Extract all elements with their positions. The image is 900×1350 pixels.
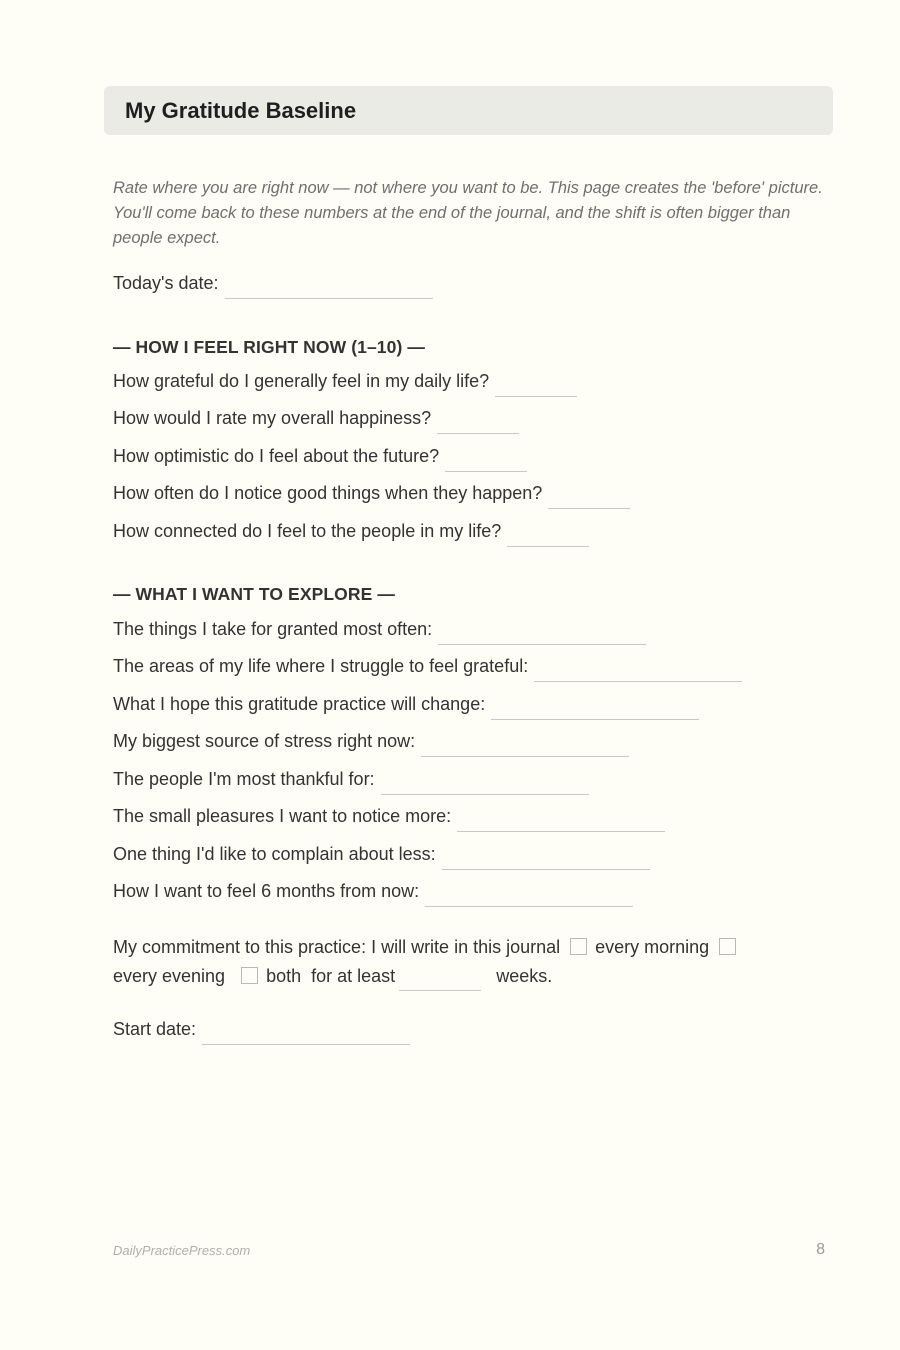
page-title: My Gratitude Baseline — [125, 97, 357, 123]
feel-rating-field[interactable] — [445, 451, 527, 472]
both-checkbox[interactable] — [241, 967, 258, 984]
feel-rating-field[interactable] — [507, 526, 589, 547]
explore-question-label: The people I'm most thankful for: — [113, 769, 375, 789]
weeks-label: weeks. — [496, 966, 553, 986]
explore-question-row — [113, 805, 665, 827]
todays-date-row — [113, 272, 433, 294]
explore-answer-field[interactable] — [442, 849, 650, 870]
evening-checkbox[interactable] — [719, 938, 736, 955]
explore-answer-field[interactable] — [491, 699, 699, 720]
explore-question-row — [113, 730, 629, 752]
explore-question-row — [113, 618, 646, 640]
explore-question-label: What I hope this gratitude practice will change: — [113, 694, 486, 714]
option-evening-label: every evening — [113, 966, 226, 986]
commitment-lead: My commitment to this practice: I will write in this journal — [113, 937, 561, 957]
feel-question-label: How optimistic do I feel about the future? — [113, 446, 440, 466]
explore-question-row — [113, 693, 699, 715]
explore-question-label: The things I take for granted most often: — [113, 619, 433, 639]
explore-answer-field[interactable] — [381, 774, 589, 795]
feel-question-row — [113, 370, 577, 392]
feel-question-label: How would I rate my overall happiness? — [113, 408, 432, 428]
explore-question-row — [113, 843, 650, 865]
feel-rating-field[interactable] — [495, 376, 577, 397]
feel-question-label: How grateful do I generally feel in my daily life? — [113, 371, 490, 391]
section-heading-explore: — WHAT I WANT TO EXPLORE — — [113, 584, 395, 604]
explore-question-label: The small pleasures I want to notice more: — [113, 806, 452, 826]
feel-rating-field[interactable] — [437, 413, 519, 434]
explore-answer-field[interactable] — [438, 624, 646, 645]
feel-rating-field[interactable] — [548, 488, 630, 509]
explore-question-label: My biggest source of stress right now: — [113, 731, 416, 751]
intro-text: Rate where you are right now — not where you want to be. This page creates the 'before' picture. You'll come back to these numbers at the end of the journal, and the shift is often bigger than people expect. — [113, 179, 823, 247]
title-bar — [104, 86, 833, 135]
weeks-count-field[interactable] — [399, 970, 481, 991]
commitment-block — [113, 933, 825, 991]
todays-date-field[interactable] — [225, 278, 433, 299]
explore-question-row — [113, 880, 633, 902]
page-number: 8 — [816, 1241, 825, 1258]
option-both-label: both — [266, 966, 302, 986]
todays-date-label: Today's date: — [113, 273, 219, 293]
feel-question-label: How connected do I feel to the people in my life? — [113, 521, 502, 541]
explore-answer-field[interactable] — [457, 811, 665, 832]
explore-answer-field[interactable] — [534, 661, 742, 682]
section-heading-feel: — HOW I FEEL RIGHT NOW (1–10) — — [113, 337, 425, 357]
start-date-field[interactable] — [202, 1024, 410, 1045]
feel-question-row — [113, 520, 589, 542]
explore-answer-field[interactable] — [421, 736, 629, 757]
start-date-label: Start date: — [113, 1019, 197, 1039]
explore-question-row — [113, 768, 589, 790]
feel-question-row — [113, 445, 527, 467]
feel-question-row — [113, 407, 519, 429]
explore-question-label: The areas of my life where I struggle to feel grateful: — [113, 656, 529, 676]
for-at-least-label: for at least — [311, 966, 396, 986]
footer-site: DailyPracticePress.com — [113, 1243, 251, 1258]
explore-question-label: One thing I'd like to complain about less: — [113, 844, 436, 864]
option-morning-label: every morning — [595, 937, 710, 957]
explore-answer-field[interactable] — [425, 886, 633, 907]
explore-question-label: How I want to feel 6 months from now: — [113, 881, 420, 901]
feel-question-label: How often do I notice good things when they happen? — [113, 483, 543, 503]
explore-question-row — [113, 655, 742, 677]
morning-checkbox[interactable] — [570, 938, 587, 955]
start-date-row — [113, 1018, 410, 1040]
feel-question-row — [113, 482, 630, 504]
